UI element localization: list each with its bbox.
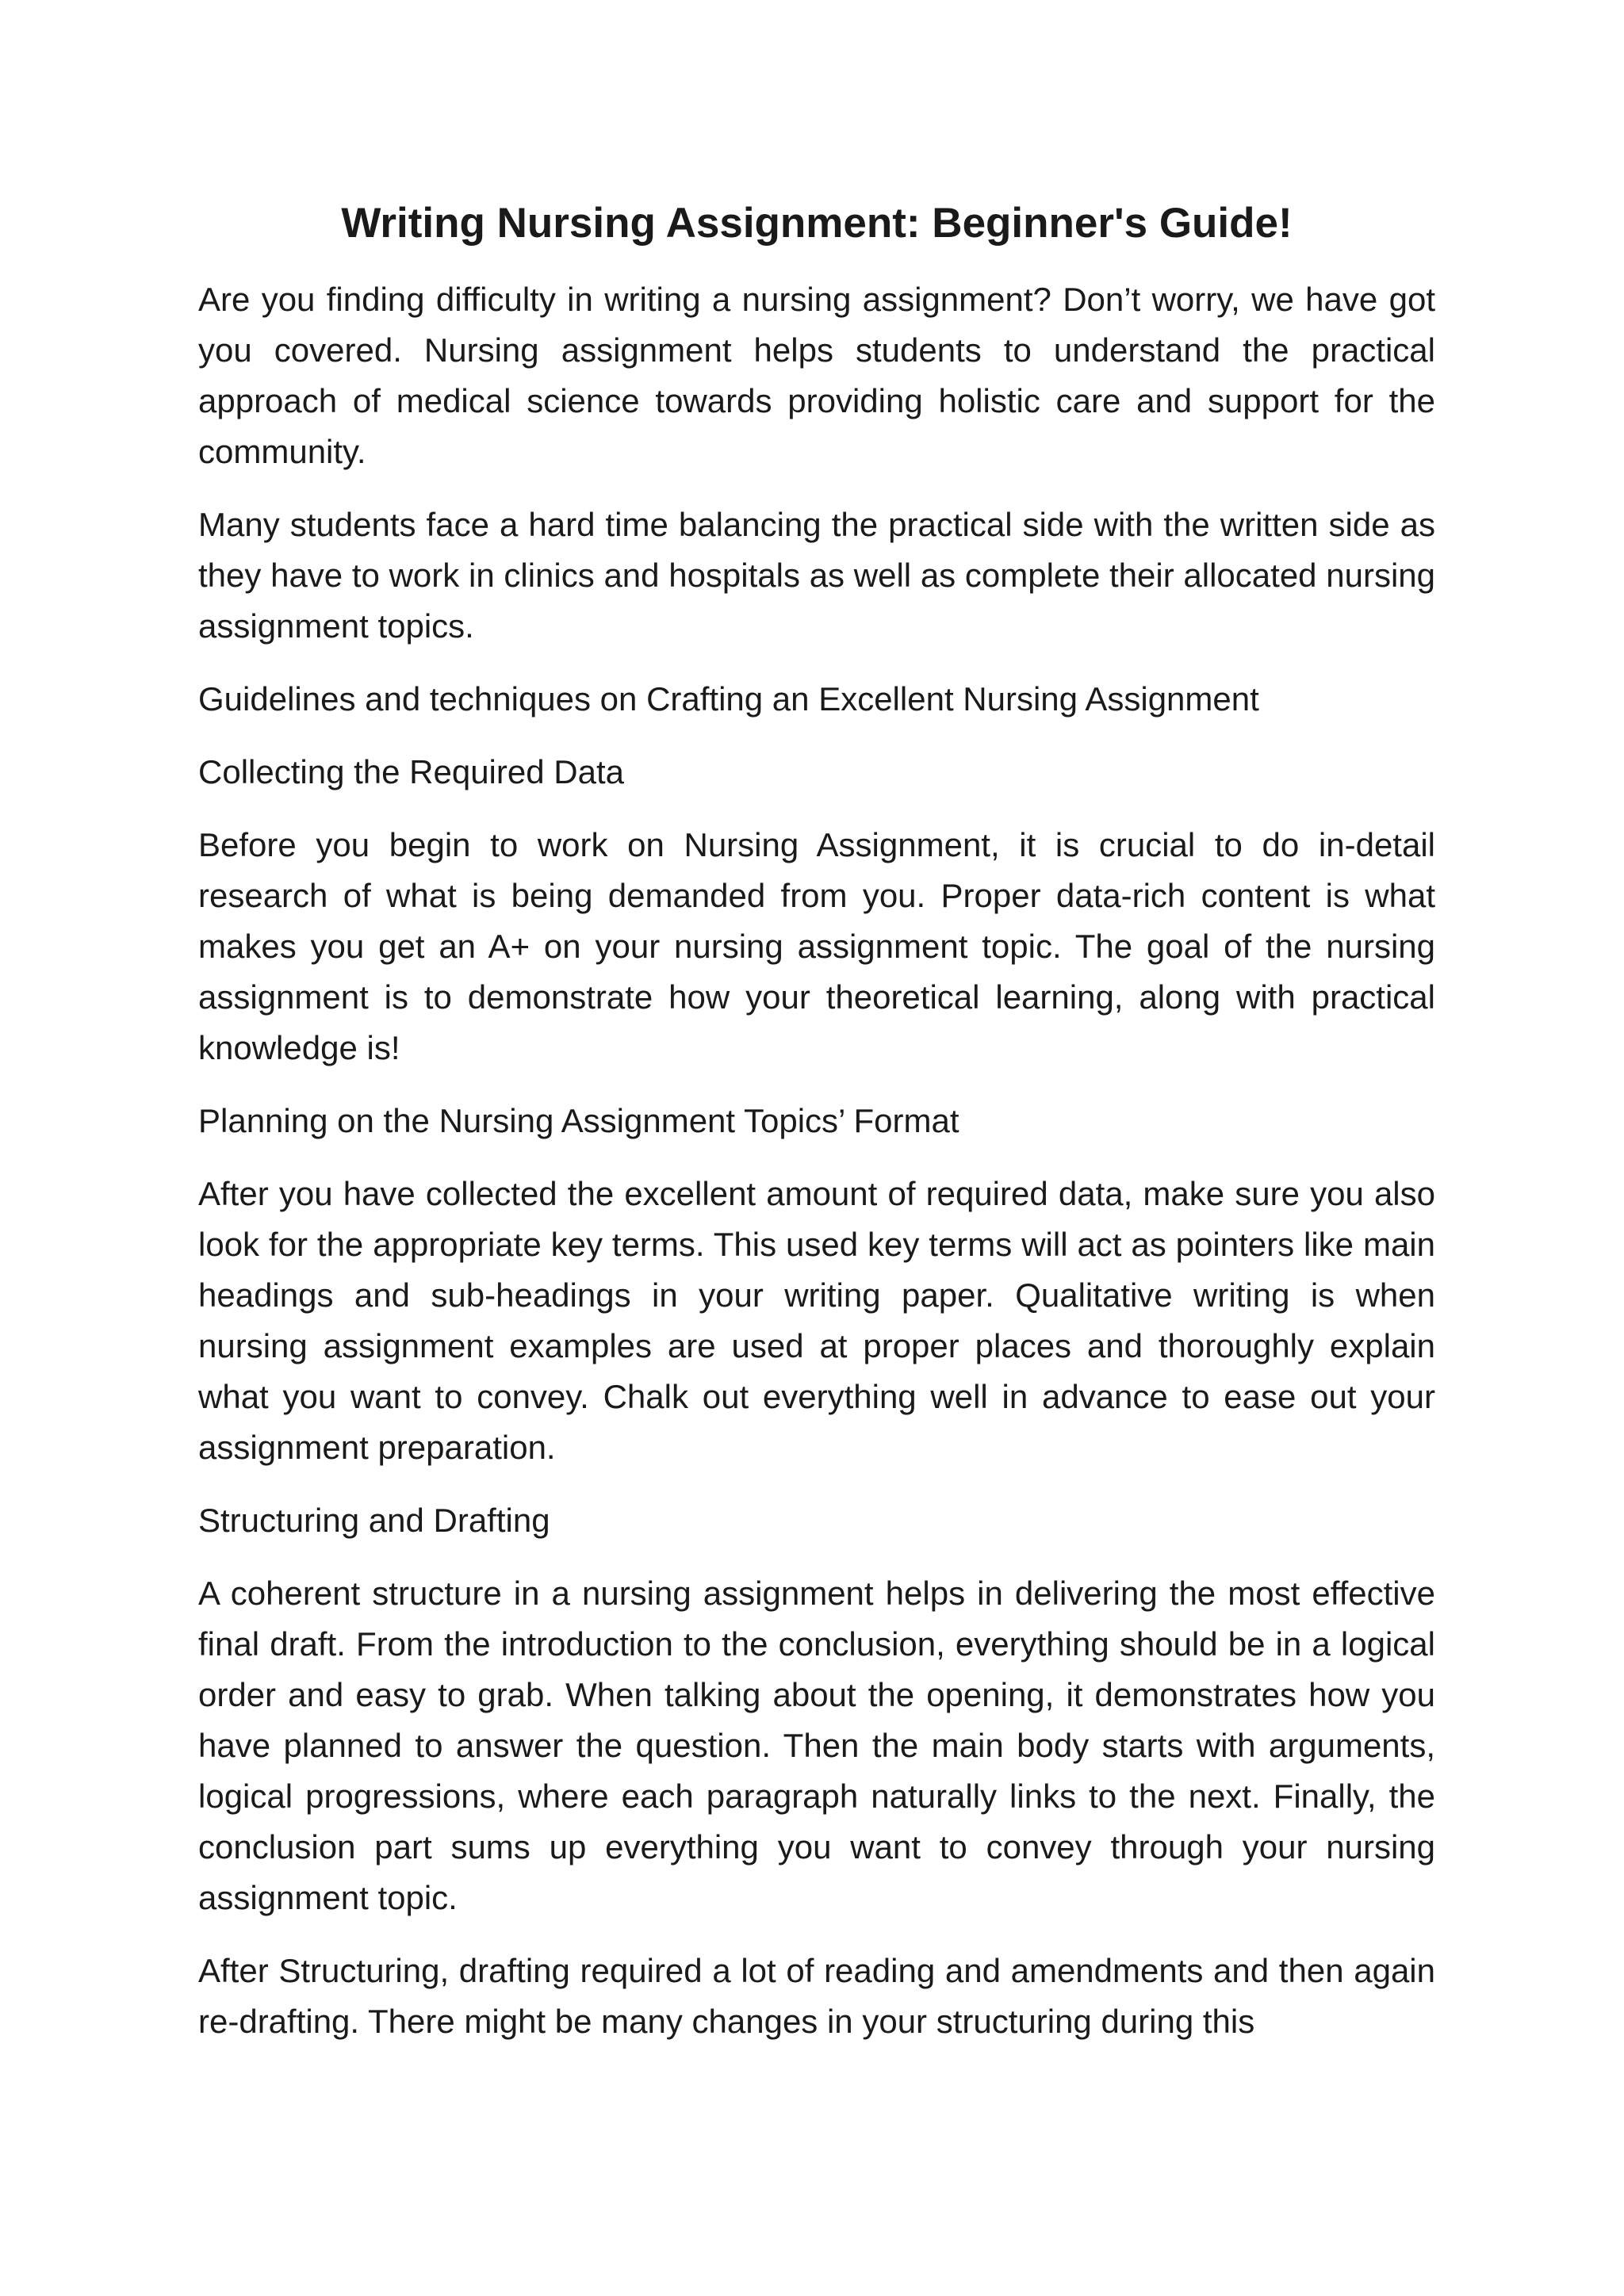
structuring-drafting-heading: Structuring and Drafting: [198, 1501, 550, 1539]
document-title: Writing Nursing Assignment: Beginner's Guide!: [341, 200, 1293, 247]
collecting-data-paragraph: Before you begin to work on Nursing Assignment, it is crucial to do in-detail research of what is being demanded from you. Proper data-rich content is what makes you get an A+ on your nursing assignment topic. The goal of the nursing assignment is to demonstrate how your theoretical learning, along with practical knowledge is!: [198, 825, 1435, 1066]
collecting-data-heading: Collecting the Required Data: [198, 752, 624, 790]
document-page: [198, 198, 1435, 2228]
planning-format-paragraph: After you have collected the excellent amount of required data, make sure you also look for the appropriate key terms. This used key terms will act as pointers like main headings and sub-headings in your writing paper. Qualitative writing is when nursing assignment examples are used at proper places and thoroughly explain what you want to convey. Chalk out everything well in advance to ease out your assignment preparation.: [198, 1174, 1435, 1466]
drafting-paragraph: After Structuring, drafting required a lot of reading and amendments and then again re-drafting. There might be many changes in your structuring during this: [198, 1951, 1435, 2040]
guidelines-heading: Guidelines and techniques on Crafting an Excellent Nursing Assignment: [198, 679, 1259, 718]
balance-paragraph: Many students face a hard time balancing the practical side with the written side as they have to work in clinics and hospitals as well as complete their allocated nursing assignment topics.: [198, 505, 1435, 645]
intro-paragraph: Are you finding difficulty in writing a nursing assignment? Don’t worry, we have got you covered. Nursing assignment helps students to understand the practical approach of medical science towards providing holistic care and support for the community.: [198, 280, 1435, 470]
planning-format-heading: Planning on the Nursing Assignment Topics’ Format: [198, 1101, 959, 1139]
structuring-paragraph: A coherent structure in a nursing assignment helps in delivering the most effective final draft. From the introduction to the conclusion, everything should be in a logical order and easy to grab. When talking about the opening, it demonstrates how you have planned to answer the question. Then the main body starts with arguments, logical progressions, where each paragraph naturally links to the next. Finally, the conclusion part sums up everything you want to convey through your nursing assignment topic.: [198, 1574, 1435, 1916]
